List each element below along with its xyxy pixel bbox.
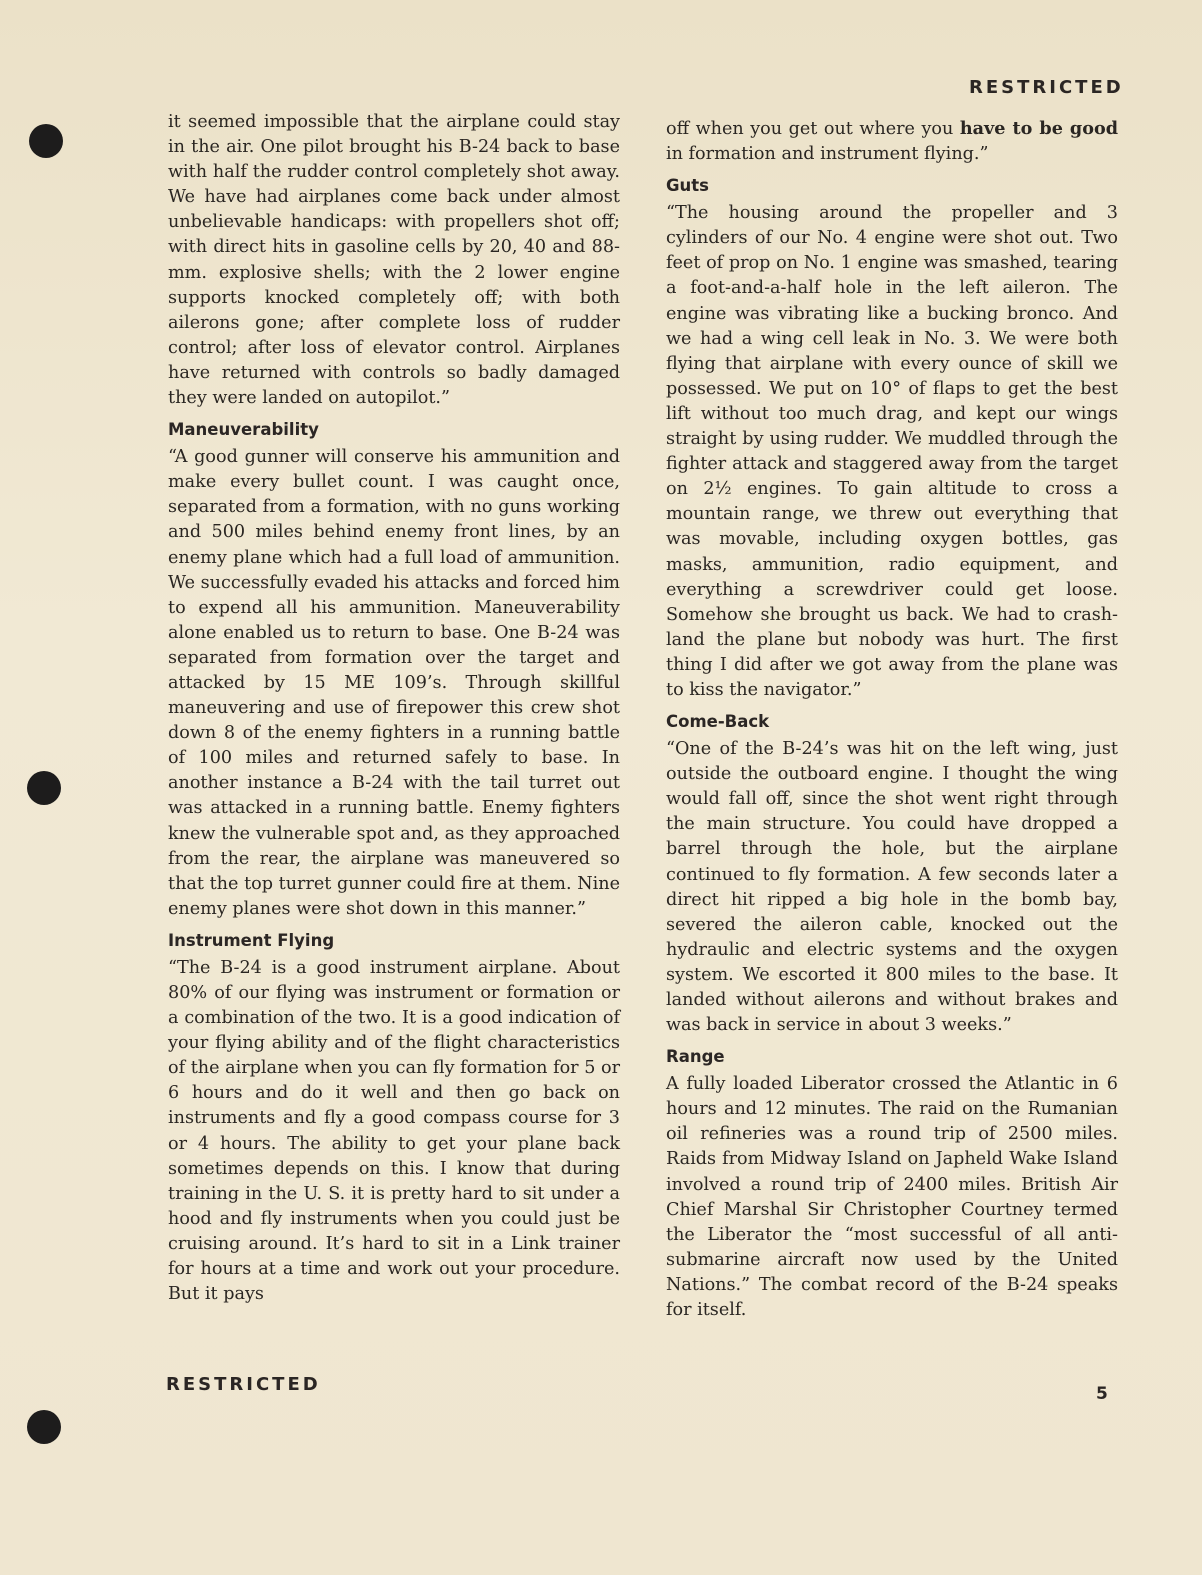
come-back-paragraph: “One of the B-24’s was hit on the left wing, just outside the outboard engine. I thought the wing would fall off, since the shot went right through the main structure. You could have dropped a barrel through the hole, but the airplane continued to fly formation. A few seconds later a direct hit ripped a big hole in the bomb bay, severed the aileron cable, knocked out the hydraulic and electric systems and the oxygen system. We escorted it 800 miles to the base. It landed without ailerons and without brakes and was back in service in about 3 weeks.” [666,739,1118,1036]
page-number: 5 [1096,1384,1108,1404]
intro-paragraph: it seemed impossible that the airplane could stay in the air. One pilot brought his B-24 back to base with half the rudder control completely shot away. We have had airplanes come back under almost unbelievable handicaps: with propellers shot off; with direct hits in gasoline cells by 20, 40 and 88-mm. explosive shells; with the 2 lower engine supports knocked completely off; with both ailerons gone; after complete loss of rudder control; after loss of elevator control. Airplanes have returned with controls so badly damaged they were landed on autopilot.” [168,112,620,409]
instrument-flying-heading: Instrument Flying [168,930,335,950]
text-column-left [168,110,620,1307]
continuation-bold: have to be good [959,118,1118,139]
text-column-right [666,116,1118,1323]
guts-heading: Guts [666,176,709,196]
range-heading: Range [666,1047,725,1067]
binder-hole-top [29,124,63,158]
continuation-end: in formation and instrument flying.” [666,144,989,165]
binder-hole-bottom [27,1410,61,1444]
maneuverability-heading: Maneuverability [168,420,319,440]
restricted-footer: RESTRICTED [166,1374,321,1395]
come-back-heading: Come-Back [666,712,770,732]
continuation-start: off when you get out where you [666,119,960,139]
maneuverability-paragraph: “A good gunner will conserve his ammunition and make every bullet count. I was caught once, separated from a formation, with no guns working and 500 miles behind enemy front lines, by an enemy plane which had a full load of ammunition. We successfully evaded his attacks and forced him to expend all his ammunition. Maneuverability alone enabled us to return to base. One B-24 was separated from formation over the target and attacked by 15 ME 109’s. Through skillful maneuvering and use of firepower this crew shot down 8 of the enemy fighters in a running battle of 100 miles and returned safely to base. In another instance a B-24 with the tail turret out was attacked in a running battle. Enemy fighters knew the vulnerable spot and, as they approached from the rear, the airplane was maneuvered so that the top turret gunner could fire at them. Nine enemy planes were shot down in this manner.” [168,447,620,919]
restricted-header: RESTRICTED [969,77,1124,98]
instrument-flying-paragraph: “The B-24 is a good instrument airplane. About 80% of our flying was instrument or formation or a combination of the two. It is a good indication of your flying ability and of the flight characteristics of the airplane when you can fly formation for 5 or 6 hours and do it well and then go back on instruments and fly a good compass course for 3 or 4 hours. The ability to get your plane back sometimes depends on this. I know that during training in the U. S. it is pretty hard to sit under a hood and fly instruments when you could just be cruising around. It’s hard to sit in a Link trainer for hours at a time and work out your procedure. But it pays [168,957,620,1305]
binder-hole-middle [27,771,61,805]
continuation-paragraph [666,116,1118,167]
guts-paragraph: “The housing around the propeller and 3 cylinders of our No. 4 engine were shot out. Two feet of prop on No. 1 engine was smashed, tearing a foot-and-a-half hole in the left aileron. The engine was vibrating like a bucking bronco. And we had a wing cell leak in No. 3. We were both flying that airplane with every ounce of skill we possessed. We put on 10° of flaps to get the best lift without too much drag, and kept our wings straight by using rudder. We muddled through the fighter attack and staggered away from the target on 2½ engines. To gain altitude to cross a mountain range, we threw out everything that was movable, including oxygen bottles, gas masks, ammunition, radio equipment, and everything a screwdriver could get loose. Somehow she brought us back. We had to crash-land the plane but nobody was hurt. The first thing I did after we got away from the plane was to kiss the navigator.” [666,203,1118,700]
range-paragraph: A fully loaded Liberator crossed the Atlantic in 6 hours and 12 minutes. The raid on the Rumanian oil refineries was a round trip of 2500 miles. Raids from Midway Island on Japheld Wake Island involved a round trip of 2400 miles. British Air Chief Marshal Sir Christopher Courtney termed the Liberator the “most successful of all anti-submarine aircraft now used by the United Nations.” The combat record of the B-24 speaks for itself. [666,1074,1118,1321]
